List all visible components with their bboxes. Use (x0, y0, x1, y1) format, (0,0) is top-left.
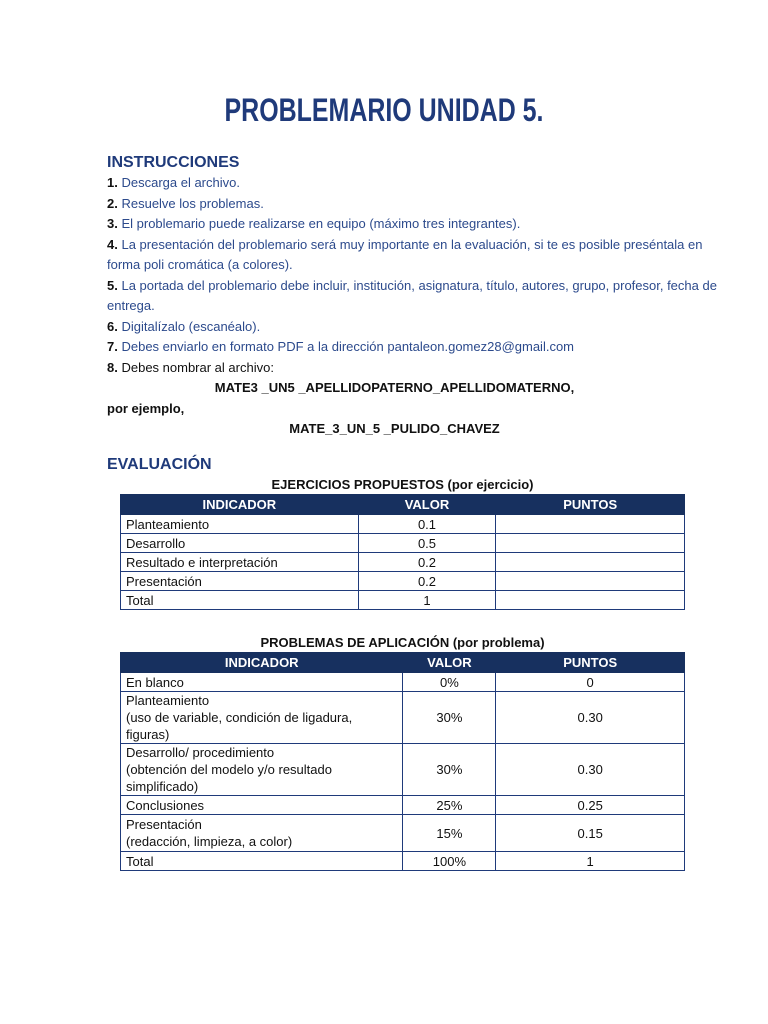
table-row: En blanco 0% 0 (121, 673, 685, 692)
instructions-list (107, 173, 717, 440)
points-cell (496, 553, 685, 572)
table-row: Planteamiento (uso de variable, condición de ligadura, figuras) 30% 0.30 (121, 692, 685, 744)
table-row: Planteamiento 0.1 (121, 515, 685, 534)
instruction-item: 5. La portada del problemario debe incluir, institución, asignatura, título, autores, grupo, profesor, fecha de (107, 277, 717, 293)
instruction-item: 4. La presentación del problemario será muy importante en la evaluación, si te es posible preséntala en (107, 236, 703, 252)
instruction-item: 2. Resuelve los problemas. (107, 195, 264, 211)
table-row: Conclusiones 25% 0.25 (121, 796, 685, 815)
instruction-item: 6. Digitalízalo (escanéalo). (107, 318, 261, 334)
column-header: PUNTOS (496, 653, 685, 673)
document-title: PROBLEMARIO UNIDAD 5. (224, 92, 544, 128)
table-row: Presentación (redacción, limpieza, a color) 15% 0.15 (121, 815, 685, 852)
points-cell (496, 572, 685, 591)
exercises-table (120, 494, 685, 610)
points-cell (496, 591, 685, 610)
instruction-item-continued: forma poli cromática (a colores). (107, 257, 293, 272)
table-header-row (121, 495, 685, 515)
instruction-item: 1. Descarga el archivo. (107, 175, 240, 190)
points-cell (496, 515, 685, 534)
column-header: VALOR (403, 653, 496, 673)
table-row: Resultado e interpretación 0.2 (121, 553, 685, 572)
table2-caption: PROBLEMAS DE APLICACIÓN (por problema) (260, 635, 545, 650)
evaluation-heading: EVALUACIÓN (107, 456, 212, 473)
column-header: INDICADOR (121, 495, 359, 515)
column-header: VALOR (358, 495, 496, 515)
table-row: Presentación 0.2 (121, 572, 685, 591)
filename-format: MATE3 _UN5 _APELLIDOPATERNO_APELLIDOMATERNO, (214, 380, 575, 395)
instruction-item: 3. El problemario puede realizarse en equipo (máximo tres integrantes). (107, 216, 521, 231)
table1-caption: EJERCICIOS PROPUESTOS (por ejercicio) (271, 477, 534, 492)
example-label: por ejemplo, (107, 400, 185, 416)
column-header: INDICADOR (121, 653, 403, 673)
column-header: PUNTOS (496, 495, 685, 515)
example-filename: MATE_3_UN_5 _PULIDO_CHAVEZ (289, 421, 500, 436)
instruction-item: 7. Debes enviarlo en formato PDF a la dirección pantaleon.gomez28@gmail.com (107, 339, 575, 354)
instruction-item-continued: entrega. (107, 298, 155, 313)
applied-problems-table (120, 652, 685, 871)
table-row: Total 100% 1 (121, 852, 685, 871)
instruction-item: 8. Debes nombrar al archivo: (107, 359, 274, 375)
table-row: Desarrollo/ procedimiento (obtención del modelo y/o resultado simplificado) 30% 0.30 (121, 744, 685, 796)
table-row: Desarrollo 0.5 (121, 534, 685, 553)
points-cell (496, 534, 685, 553)
table-header-row (121, 653, 685, 673)
table-row: Total 1 (121, 591, 685, 610)
instructions-heading: INSTRUCCIONES (107, 154, 240, 171)
